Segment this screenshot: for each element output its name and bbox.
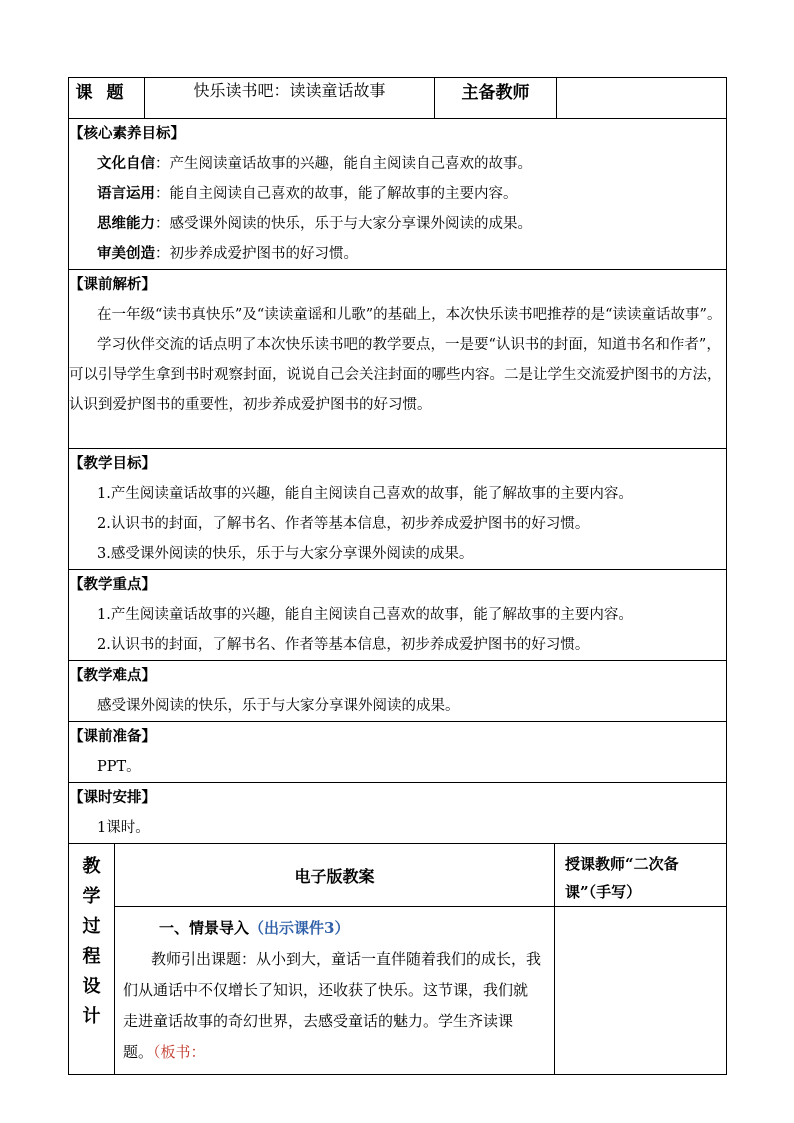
objective-item: 1.产生阅读童话故事的兴趣，能自主阅读自己喜欢的故事，能了解故事的主要内容。 <box>97 486 633 502</box>
objectives-heading: 【教学目标】 <box>69 455 156 472</box>
process-body-row <box>69 907 727 1075</box>
analysis-heading: 【课前解析】 <box>69 276 156 293</box>
lesson-plan-document <box>68 77 726 1075</box>
blackboard-note: （板书： <box>153 1043 206 1061</box>
process-content <box>115 907 555 1075</box>
process-header-row <box>69 844 727 907</box>
schedule-row <box>69 783 727 844</box>
preparation-heading: 【课前准备】 <box>69 728 156 745</box>
analysis-paragraph: 学习伙伴交流的话点明了本次快乐读书吧的教学要点，一是要“认识书的封面，知道书名和作者”，可以引导学生拿到书时观察封面，说说自己会关注封面的哪些内容。二是让学生交流爱护图书的方法，认识到爱护图书的重要性，初步养成爱护图书的好习惯。 <box>69 337 722 413</box>
difficulties-heading: 【教学难点】 <box>69 667 156 684</box>
objective-item: 2.认识书的封面，了解书名、作者等基本信息，初步养成爱护图书的好习惯。 <box>97 516 590 532</box>
lesson-title: 快乐读书吧：读读童话故事 <box>145 78 435 119</box>
topic-label: 课题 <box>69 78 145 119</box>
process-side-label: 教 学 过 程 设 计 <box>69 844 115 1075</box>
objective-item: 3.感受课外阅读的快乐，乐于与大家分享课外阅读的成果。 <box>97 546 474 562</box>
lesson-plan-table <box>68 77 727 1075</box>
analysis-row <box>69 270 727 449</box>
preparation-text: PPT。 <box>97 759 141 775</box>
key-points-heading: 【教学重点】 <box>69 576 156 593</box>
objectives-row <box>69 449 727 570</box>
core-goals-row <box>69 119 727 270</box>
analysis-paragraph: 在一年级“读书真快乐”及“读读童谣和儿歌”的基础上，本次快乐读书吧推荐的是“读读童话故事”。 <box>97 307 722 323</box>
section-title: 一、情景导入（出示课件3） <box>159 919 350 937</box>
core-goal-item: 语言运用：能自主阅读自己喜欢的故事，能了解故事的主要内容。 <box>97 185 518 202</box>
key-point-item: 2.认识书的封面，了解书名、作者等基本信息，初步养成爱护图书的好习惯。 <box>97 637 590 653</box>
header-row <box>69 78 727 119</box>
electronic-plan-heading: 电子版教案 <box>115 844 555 907</box>
core-goal-item: 文化自信：产生阅读童话故事的兴趣，能自主阅读自己喜欢的故事。 <box>97 155 532 172</box>
core-goals-heading: 【核心素养目标】 <box>69 125 185 142</box>
lead-teacher-value[interactable] <box>557 78 727 119</box>
handwritten-notes-area[interactable] <box>555 907 727 1075</box>
preparation-row <box>69 722 727 783</box>
process-paragraph: 教师引出课题：从小到大，童话一直伴随着我们的成长，我们从通话中不仅增长了知识，还收获了快乐。这节课，我们就走进童话故事的奇幻世界，去感受童话的魅力。学生齐读课题。（板书： <box>123 950 542 1061</box>
key-point-item: 1.产生阅读童话故事的兴趣，能自主阅读自己喜欢的故事，能了解故事的主要内容。 <box>97 607 633 623</box>
key-points-row <box>69 570 727 661</box>
difficulties-text: 感受课外阅读的快乐，乐于与大家分享课外阅读的成果。 <box>97 698 460 714</box>
lead-teacher-label: 主备教师 <box>435 78 557 119</box>
core-goal-item: 审美创造：初步养成爱护图书的好习惯。 <box>97 245 358 262</box>
difficulties-row <box>69 661 727 722</box>
handwritten-heading: 授课教师“二次备课”（手写） <box>555 844 727 907</box>
slide-note: （出示课件3） <box>249 919 350 937</box>
schedule-heading: 【课时安排】 <box>69 789 156 806</box>
core-goal-item: 思维能力：感受课外阅读的快乐，乐于与大家分享课外阅读的成果。 <box>97 215 532 232</box>
schedule-text: 1课时。 <box>97 820 150 836</box>
